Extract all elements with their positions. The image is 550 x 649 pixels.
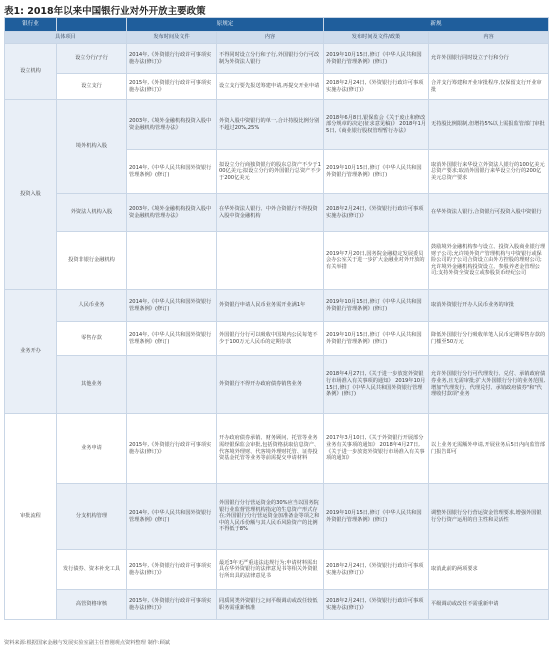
table-row [5, 44, 549, 74]
table-row [5, 322, 549, 356]
old-release: 2014年,《外资银行行政许可事项实施办法(修订)》 [127, 44, 217, 74]
section-label: 设立机构 [5, 44, 57, 100]
row-item: 业务申请 [57, 414, 127, 484]
section-label: 审批流程 [5, 414, 57, 620]
new-release: 2019年10月15日,修订《中华人民共和国外资银行管理条例》(修订) [324, 150, 429, 194]
old-release: 2003年,《境外金融机构投资入股中资金融机构管理办法》 [127, 194, 217, 232]
new-content: 以上业务无需额外申请,开展业务后5日内向监管部门报告即可 [429, 414, 549, 484]
old-content: 拟设立分行商独资银行的股东总资产不少于100亿美元;拟设立分行的外国银行总资产不少于200亿美元 [217, 150, 324, 194]
header-old-rules: 原规定 [127, 18, 324, 32]
header-content-new: 内容 [429, 32, 549, 44]
row-item: 外资法人机构入股 [57, 194, 127, 232]
header-release-new: 发布时间及文件/政策 [324, 32, 429, 44]
old-content: 外资银行不得开办政府债券销售业务 [217, 356, 324, 414]
old-release: 2015年,《外资银行行政许可事项实施办法(修订)》 [127, 590, 217, 620]
new-content: 允许外国银行分行可代理发行、兑付、承销政府债券业务,且无需审批;扩大外国银行分行的业务范围,增加"代理发行、代理兑付、承销政府债券"和"代理收付款项"业务 [429, 356, 549, 414]
old-release: 2014年,《中华人民共和国外资银行管理条例》(修订) [127, 484, 217, 550]
old-content: 最近3年无严重违法违规行为;申请材料需出具在华外资银行的法律意见书等相关外资银行所出具的法律意见书 [217, 550, 324, 590]
table-row [5, 74, 549, 100]
new-release: 2019年10月15日,修订《中华人民共和国外资银行管理条例》(修订) [324, 322, 429, 356]
table-row [5, 356, 549, 414]
new-content: 取消此前的两项要求 [429, 550, 549, 590]
header-banking: 银行业 [5, 18, 57, 32]
new-release: 2018年2月24日,《外资银行行政许可事项实施办法(修订)》 [324, 74, 429, 100]
old-content: 不得同时设立分行和子行,外国银行分行可改制为外资法人银行 [217, 44, 324, 74]
table-title: 表1: 2018年以来中国银行业对外开放主要政策 [4, 6, 206, 17]
old-release: 2015年,《外资银行行政许可事项实施办法(修订)》 [127, 414, 217, 484]
new-content: 鼓励境外金融机构参与设立、投资入股商业银行理财子公司;允许境外资产管理机构与中资银行或保险公司的子公司合资设立由外方控股的理财公司;允许境外金融机构投资设立、参股养老金管理公司;支持外资全资设立或参股货币经纪公司 [429, 232, 549, 290]
old-release: 2014年,《中华人民共和国外资银行管理条例》(修订) [127, 150, 217, 194]
row-item: 投资非银行金融机构 [57, 232, 127, 290]
new-release: 2018年6月8日,银保监会《关于废止和修改部分规章的决定(征求意见稿)》 2018年1月5日,《商业银行股权管理暂行办法》 [324, 100, 429, 150]
row-item: 境外机构入股 [57, 100, 127, 194]
source-note: 资料来源:根据国家金融与发展实验室副主任曾刚观点资料整理 制作:顾斌 [4, 640, 170, 646]
table-row [5, 550, 549, 590]
old-release [127, 356, 217, 414]
old-release: 2014年,《中华人民共和国外资银行管理条例》(修订) [127, 290, 217, 322]
new-release: 2019年10月15日,修订《中华人民共和国外资银行管理条例》(修订) [324, 44, 429, 74]
table-row [5, 414, 549, 484]
old-release: 2003年,《境外金融机构投资入股中资金融机构管理办法》 [127, 100, 217, 150]
new-release: 2017年3月10日,《关于外资银行开展部分业务有关事项的通知》 2018年4月27日,《关于进一步放宽外资银行市场准入有关事项的通知》 [324, 414, 429, 484]
policy-table [4, 17, 549, 620]
old-content: 同质同类外资银行之间平级调动或改任较低职务需重新核准 [217, 590, 324, 620]
new-release: 2018年2月24日,《外资银行行政许可事项实施办法(修订)》 [324, 550, 429, 590]
new-content: 合并支行筹建和开业审批程序,仅保留支行开业审批 [429, 74, 549, 100]
row-item: 高管资格审核 [57, 590, 127, 620]
section-label: 业务开办 [5, 290, 57, 414]
row-item: 分支机构管理 [57, 484, 127, 550]
header-new-rules: 新规 [324, 18, 549, 32]
row-item: 人民币业务 [57, 290, 127, 322]
new-content: 允许外国银行同时设立子行和分行 [429, 44, 549, 74]
old-content: 外国银行分行可以吸收中国境内公民每笔不少于100万元人民币的定期存款 [217, 322, 324, 356]
table-row [5, 290, 549, 322]
new-release: 2019年10月15日,修订《中华人民共和国外资银行管理条例》(修订) [324, 290, 429, 322]
new-content: 取消外资银行开办人民币业务的审批 [429, 290, 549, 322]
header-blank [57, 18, 127, 32]
old-release: 2014年,《中华人民共和国外资银行管理条例》(修订) [127, 322, 217, 356]
header-item: 具体项目 [5, 32, 127, 44]
old-release [127, 232, 217, 290]
new-content: 无持股比例限制,但增持5%以上需报监管部门审批 [429, 100, 549, 150]
row-item: 零售存款 [57, 322, 127, 356]
header-release: 发布时间及文件 [127, 32, 217, 44]
new-release: 2018年4月27日,《关于进一步放宽外资银行市场准入有关事项的通知》 2019年10月15日,修订《中华人民共和国外资银行管理条例》(修订) [324, 356, 429, 414]
old-release: 2015年,《外资银行行政许可事项实施办法(修订)》 [127, 550, 217, 590]
section-label: 投资入股 [5, 100, 57, 290]
new-release: 2019年7月20日,国务院金融稳定发展委员会办公室关于进一步扩大金融业对外开放的有关举措 [324, 232, 429, 290]
table-row [5, 194, 549, 232]
header-row-1 [5, 18, 549, 32]
new-content: 取消外国银行来华设立外资法人银行的100亿美元总资产要求;取消外国银行来华设立分行的200亿美元总资产要求 [429, 150, 549, 194]
old-content: 在华外资法人银行、中外合资银行不得投资入股中资金融机构 [217, 194, 324, 232]
header-row-2 [5, 32, 549, 44]
table-row [5, 232, 549, 290]
new-content: 在华外资法人银行,合资银行可投资入股中资银行 [429, 194, 549, 232]
header-content: 内容 [217, 32, 324, 44]
row-item: 设立支行 [57, 74, 127, 100]
new-content: 降低外国银行分行吸收单笔人民币定期零售存款的门槛至50万元 [429, 322, 549, 356]
table-row [5, 484, 549, 550]
row-item: 其他业务 [57, 356, 127, 414]
old-content: 外国银行分行营运资金的30%应当以国务院银行业监督管理机构指定的生息资产形式存在;外国银行分行营运资金加准备金等项之和中的人民币份额与其人民币风险资产的比例不得低于8% [217, 484, 324, 550]
new-content: 调整外国银行分行营运资金管理要求,增强外国银行分行资产运用的自主性和灵活性 [429, 484, 549, 550]
row-item: 发行债券、资本补充工具 [57, 550, 127, 590]
old-content: 设立支行要先报送筹建申请,再提交开业申请 [217, 74, 324, 100]
row-item: 设立分行/子行 [57, 44, 127, 74]
old-release: 2015年,《外资银行行政许可事项实施办法(修订)》 [127, 74, 217, 100]
new-release: 2018年2月24日,《外资银行行政许可事项实施办法(修订)》 [324, 590, 429, 620]
table-row [5, 100, 549, 150]
old-content [217, 232, 324, 290]
old-content: 开办政府债券承销、财务顾问、托管等业务需经银保监会审批,包括资格获取信息资产、代客境外理财、代客境外理财托管、证券投资基金托管等业务等前需提交申请材料 [217, 414, 324, 484]
new-release: 2019年10月15日,修订《中华人民共和国外资银行管理条例》(修订) [324, 484, 429, 550]
old-content: 外资入股中资银行的单一,合计持股比例分别不超过20%,25% [217, 100, 324, 150]
old-content: 外资银行申请人民币业务需开业满1年 [217, 290, 324, 322]
table-row [5, 590, 549, 620]
new-content: 平级调动或改任不需重新申请 [429, 590, 549, 620]
new-release: 2018年2月24日,《外资银行行政许可事项实施办法(修订)》 [324, 194, 429, 232]
